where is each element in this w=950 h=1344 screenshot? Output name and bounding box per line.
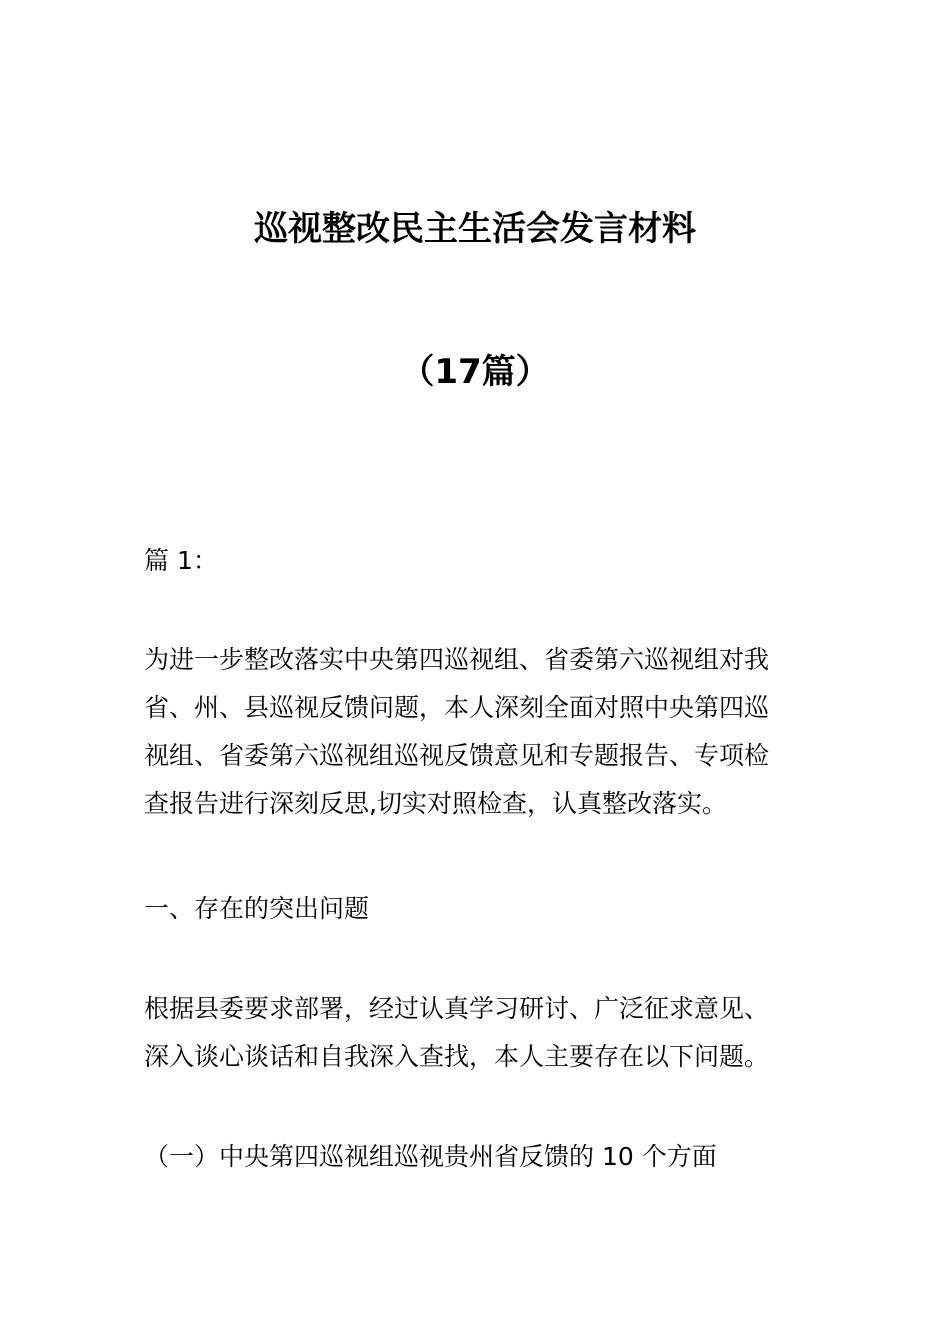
chapter-label: 篇 1：	[144, 546, 218, 575]
paragraph-line: 为进一步整改落实中央第四巡视组、省委第六巡视组对我	[144, 645, 770, 674]
subsection-heading: （一）中央第四巡视组巡视贵州省反馈的 10 个方面	[144, 1142, 717, 1171]
document-title: 巡视整改民主生活会发言材料	[254, 209, 696, 249]
section-heading: 一、存在的突出问题	[144, 894, 370, 923]
paragraph-line: 深入谈心谈话和自我深入查找，本人主要存在以下问题。	[144, 1042, 770, 1071]
intro-paragraph	[144, 636, 814, 828]
paragraph-line: 查报告进行深刻反思,切实对照检查，认真整改落实。	[144, 789, 727, 818]
paragraph-line: 根据县委要求部署，经过认真学习研讨、广泛征求意见、	[144, 994, 770, 1023]
paragraph-line: 视组、省委第六巡视组巡视反馈意见和专题报告、专项检	[144, 741, 770, 770]
paragraph-line: 省、州、县巡视反馈问题，本人深刻全面对照中央第四巡	[144, 693, 770, 722]
body-paragraph	[144, 985, 814, 1081]
document-subtitle: （17篇）	[400, 352, 550, 392]
